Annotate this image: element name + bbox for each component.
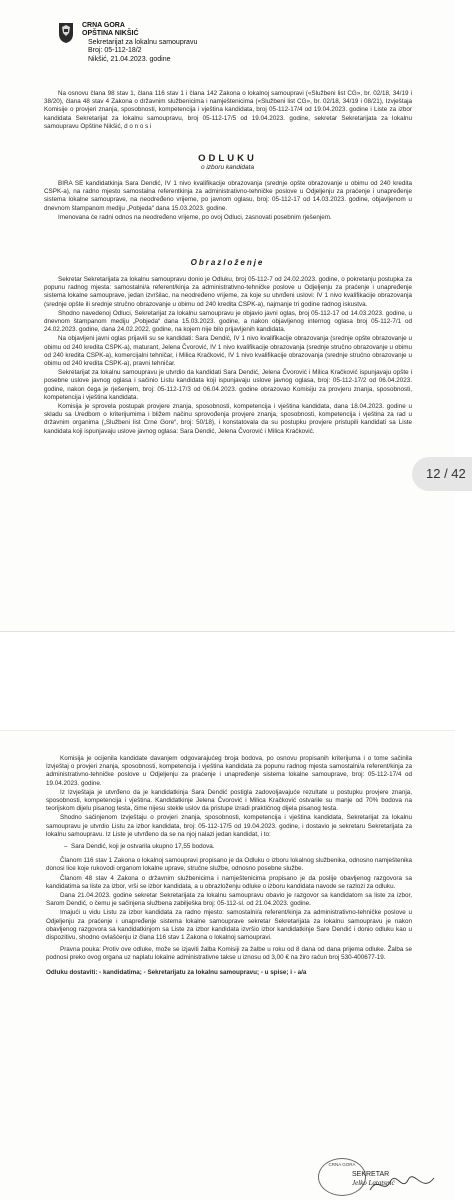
handwritten-signature bbox=[368, 1172, 438, 1196]
header-department: Sekretarijat za lokalnu samoupravu bbox=[88, 38, 198, 46]
signature-name: Jelko Latatsnić bbox=[352, 1179, 395, 1187]
page-gap bbox=[0, 632, 455, 730]
header-country: CRNA GORA bbox=[82, 22, 125, 29]
page2-paragraph: Komisija je ocijenila kandidate davanjem odgovarajućeg broja bodova, po osnovu propisanih kriterijuma i o tome sačinila Izvještaj o provjeri znanja, sposobnosti, kompetencija i vještina kandidata za popunu radnog mjesta samostalni/a referent/kinja za administrativno-tehničke poslove u Odjeljenju za praćenje i unapređenje sistema lokalne samouprave, broj: 05-112-17/4 od 19.04.2023. godine. bbox=[46, 755, 412, 787]
reasoning-body bbox=[44, 276, 412, 437]
selected-candidate-line: – Sara Dendić, koji je ostvarila ukupno 17,55 bodova. bbox=[64, 843, 215, 851]
reasoning-paragraph: Sekretarijat za lokalnu samoupravu je utvrdio da kandidati Sara Dendić, Jelena Čvorović i Milica Kračković ispunjavaju opšte i posebne uslove javnog oglasa i sačinio Listu kandidata koji ispunjavaju uslove javnog oglasa, broj: 05-112-17/2 od 06.04.2023. godine, nakon čega je rješenjem, broj: 05-112-17/3 od 06.04.2023. godine obrazovao Komisiju za provjeru znanja, sposobnosti, kompetencija i vještina kandidata. bbox=[44, 369, 412, 401]
coat-of-arms-icon bbox=[58, 22, 74, 44]
page2-paragraph: Članom 48 stav 4 Zakona o državnim službenicima i namještenicima propisano je da poslije obavljenog razgovora sa kandidatima sa liste za izbor, vrši se izbor kandidata, a u obrazloženju odluke o izboru kandidata navode se razlozi za odluku. bbox=[46, 874, 412, 890]
intro-text: Na osnovu člana 98 stav 1, člana 116 stav 1 i člana 142 Zakona o lokalnoj samoupravi («Službeni list CG», br. 02/18, 34/19 i 38/20), člana 48 stav 4 Zakona o državnim službenicima i namještenicima («Službeni list CG», br. 02/18, 34/19 i 08/21), Izvještaja Komisije o provjeri znanja, sposobnosti, kompetencija i vještina kandidata, broj 05-112-17/4 od 19.04.2023. godine i Liste za izbor kandidata Sekretarijat za lokalnu samoupravu, broj 05-112-17/5 od 19.04.2023. godine, sekretar Sekretarijata za lokalnu samoupravu Opštine Nikšić, d o n o s i bbox=[44, 90, 412, 130]
header-date: Nikšić, 21.04.2023. godine bbox=[88, 55, 171, 63]
reasoning-paragraph: Na objavljeni javni oglas prijavili su se kandidati: Sara Dendić, IV 1 nivo kvalifikacije obrazovanja (srednje opšte obrazovanje u obimu od 240 kredita CSPK-a), maturant, Jelena Čvorović, IV 1 nivo kvalifikacije obrazovanja (srednje stručno obrazovanje u obimu od 240 kredita CSPK-a), komercijalni tehničar, i Milica Kračković, IV 1 nivo kvalifikacije obrazovanja (srednje stručno obrazovanje u obimu od 240 kredita CSPK-a), pravni tehničar. bbox=[44, 335, 412, 368]
document-header bbox=[82, 22, 197, 64]
page2-paragraph: Imajući u vidu Listu za izbor kandidata za radno mjesto: samostalni/a referent/kinja za administrativno-tehničke poslove u Odjeljenju za praćenje i unapređenje sistema lokalne samouprave sekretar Sekretarijata za lokalnu samoupravu je nakon obavljenog razgovora sa kandidatkinjom sa Liste za izbor kandidata izvršio izbor kandidatkinje Sare Dendić i donio odluku kao u dispozitivu, shodno ovlašćenju iz člana 116 stav 1 Zakona o lokalnoj samoupravi. bbox=[46, 909, 412, 942]
intro-paragraph bbox=[44, 90, 412, 132]
page2-paragraph: Iz Izvještaja je utvrđeno da je kandidatkinja Sara Dendić postigla zadovoljavajuće rezultate u postupku provjere znanja, sposobnosti, kompetencija i vještina. Kandidatkinje Jelena Čvorović i Milica Kračković ostvarile su manje od 70% bodova na teorijskom dijelu pisanog testa, čime nijesu stekle uslov da pristupe izradi praktičnog dijela pisanog testa. bbox=[46, 788, 412, 813]
page2-body bbox=[46, 755, 412, 978]
decision-subtitle: o izboru kandidata bbox=[200, 164, 255, 171]
page2-paragraph: Dana 21.04.2023. godine sekretar Sekretarijata za lokalnu samoupravu obavio je razgovor sa kandidatom sa liste za izbor, Sarom Dendić, o čemu je sačinjena službena zabilješka broj: 05-112-sl. od 21.04.2023. godine. bbox=[46, 892, 412, 908]
reasoning-paragraph: Sekretar Sekretarijata za lokalnu samoupravu donio je Odluku, broj 05-112-7 od 24.02.2023. godine, o pokretanju postupka za popunu radnog mjesta: samostalni/a referent/kinja za administrativno-tehničke poslove u Odjeljenju za praćenje i unapređenje sistema lokalne samouprave, jedan izvršilac, na neodređeno vrijeme, za koje su utvrđeni uslovi: IV 1 nivo kvalifikacije obrazovanja (srednje opšte ili srednje stručno obrazovanje u obimu od 240 kredita CSPK-a), najmanje tri godine radnog iskustva. bbox=[44, 276, 412, 308]
decision-paragraph: BIRA SE kandidatkinja Sara Dendić, IV 1 nivo kvalifikacije obrazovanja (srednje opšte obrazovanje u obimu od 240 kredita CSPK-a), na radno mjesto samostalna referentkinja za administrativno-tehničke poslove u Odjeljenju za praćenje i unapređenje sistema lokalne samouprave, na neodređeno vrijeme, po javnom oglasu, broj: 05-112-17 od 14.03.2023. godine, objavljenom u dnevnom štampanom mediju „Pobjeda“ dana 15.03.2023. godine. bbox=[44, 180, 412, 212]
page-indicator: 12 / 42 bbox=[412, 457, 472, 491]
decision-body bbox=[44, 180, 412, 223]
header-municipality: OPŠTINA NIKŠIĆ bbox=[82, 30, 139, 38]
page2-paragraph: Članom 116 stav 1 Zakona o lokalnoj samoupravi propisano je da Odluku o izboru lokalnog službenika, odnosno namještenika donosi lice koje rukovodi organom lokalne uprave, stručne službe, odnosno posebne službe. bbox=[46, 857, 412, 873]
delivery-list: Odluku dostaviti: - kandidatima; - Sekretarijatu za lokalnu samoupravu; - u spise; i - a/a bbox=[46, 968, 307, 976]
reasoning-paragraph: Komisija je sprovela postupak provjere znanja, sposobnosti, kompetencija i vještina kandidata, dana 18.04.2023. godine u skladu sa Uredbom o kriterijumima i bližem načinu sprovođenja provjere znanja, sposobnosti, kompetencija i vještina za rad u državnim organima („Službeni list Crne Gore“, broj: 50/18), i konstatovala da su postupku provjere pristupili kandidati sa Liste kandidata koji ispunjavaju uslove javnog oglasa: Sara Dendić, Jelena Čvorović i Milica Kračković. bbox=[44, 403, 412, 435]
signature-title: SEKRETAR bbox=[352, 1171, 390, 1178]
reasoning-title: Obrazloženje bbox=[190, 258, 265, 267]
document-page-2 bbox=[0, 730, 455, 1200]
reasoning-paragraph: Shodno navedenoj Odluci, Sekretarijat za lokalnu samoupravu je objavio javni oglas, broj 05-112-17 od 14.03.2023. godine, u dnevnom štampanom mediju „Pobjeda“ dana 15.03.2023. godine, a nakon objavljenog internog oglasa broj 05-112-7/1 od 24.02.2023. godine, dana 24.02.2022. godine, na kojem nije bilo prijavljenih kandidata. bbox=[44, 309, 412, 334]
page2-paragraph: Shodno sačinjenom Izvještaju o provjeri znanja, sposobnosti, kompetencija i vještina kandidata, Sekretarijat za lokalnu samoupravu je utvrdio Listu za izbor kandidata, broj: 05-112-17/5 od 19.04.2023. godine, i dostavio je sekretaru Sekretarijata za lokalnu samoupravu. Iz Liste je utvrđeno da se na njoj nalazi jedan kandidat, i to: bbox=[46, 814, 412, 838]
stamp-ring-text: CRNA GORA bbox=[328, 1162, 356, 1167]
decision-paragraph: Imenovana će radni odnos na neodređeno vrijeme, po ovoj Odluci, zasnovati posebnim rješenjem. bbox=[58, 213, 332, 221]
legal-remedy-paragraph: Pravna pouka: Protiv ove odluke, može se izjaviti žalba Komisiji za žalbe u roku od 8 dana od dana prijema odluke. Žalba se podnosi preko ovog organa uz naplatu lokalne administrativne takse u iznosu od 3,00 € na žiro račun broj 530-400677-19. bbox=[46, 946, 412, 962]
selected-candidate-text: Sara Dendić, koji je ostvarila ukupno 17,55 bodova. bbox=[71, 843, 215, 851]
header-number: Broj: 05-112-18/2 bbox=[88, 47, 142, 55]
decision-title: ODLUKU bbox=[198, 153, 257, 164]
